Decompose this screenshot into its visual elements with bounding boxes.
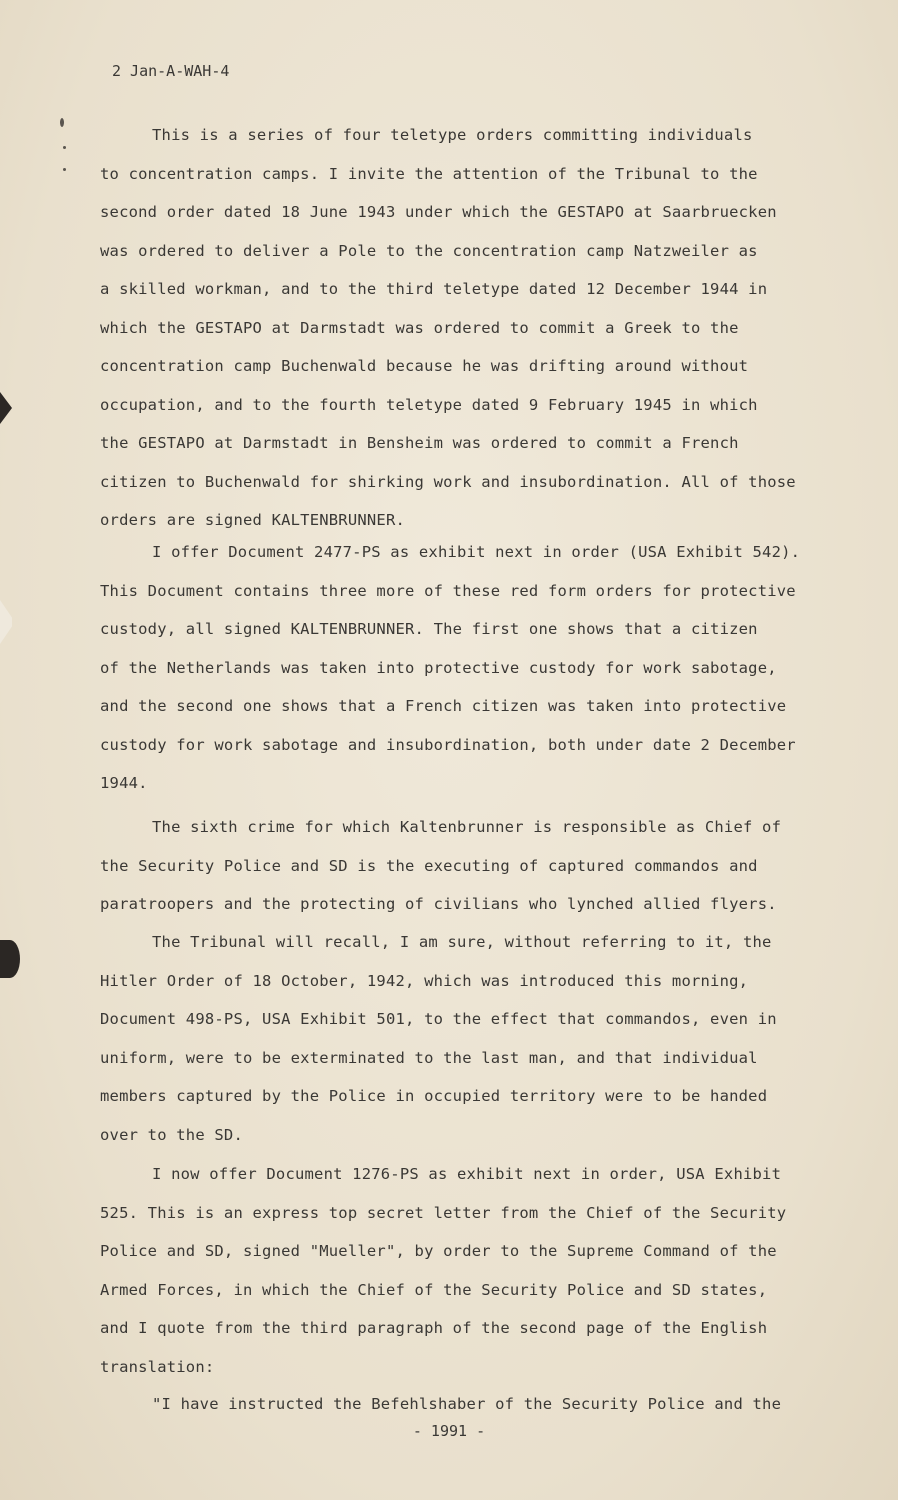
text-line: the GESTAPO at Darmstadt in Bensheim was ordered to commit a French bbox=[100, 434, 739, 452]
text-line: second order dated 18 June 1943 under which the GESTAPO at Saarbruecken bbox=[100, 203, 777, 221]
text-line: and I quote from the third paragraph of the second page of the English bbox=[100, 1319, 768, 1337]
text-line: paratroopers and the protecting of civilians who lynched allied flyers. bbox=[100, 895, 777, 913]
text-line: "I have instructed the Befehlshaber of the Security Police and the bbox=[152, 1395, 782, 1413]
text-line: Armed Forces, in which the Chief of the Security Police and SD states, bbox=[100, 1280, 768, 1299]
text-line: 1944. bbox=[100, 774, 148, 792]
page-number: - 1991 - bbox=[412, 1422, 486, 1440]
paragraph-hitler-order bbox=[100, 923, 840, 1154]
text-line: This Document contains three more of these red form orders for protective bbox=[100, 581, 796, 600]
text-line: Hitler Order of 18 October, 1942, which was introduced this morning, bbox=[100, 971, 749, 990]
paragraph-document-1276 bbox=[100, 1155, 840, 1386]
left-edge-tear-top bbox=[0, 392, 12, 424]
text-line: translation: bbox=[100, 1357, 215, 1376]
text-line: Document 498-PS, USA Exhibit 501, to the effect that commandos, even in bbox=[100, 1010, 777, 1028]
text-line: occupation, and to the fourth teletype dated 9 February 1945 in which bbox=[100, 395, 758, 414]
text-line: of the Netherlands was taken into protective custody for work sabotage, bbox=[100, 658, 777, 677]
text-line: members captured by the Police in occupied territory were to be handed bbox=[100, 1087, 768, 1105]
text-line: which the GESTAPO at Darmstadt was ordered to commit a Greek to the bbox=[100, 318, 739, 337]
text-line: was ordered to deliver a Pole to the concentration camp Natzweiler as bbox=[100, 241, 758, 260]
paragraph-document-2477 bbox=[100, 533, 840, 803]
margin-mark bbox=[63, 146, 66, 149]
text-line: The sixth crime for which Kaltenbrunner is responsible as Chief of bbox=[152, 818, 782, 836]
text-line: over to the SD. bbox=[100, 1125, 243, 1144]
margin-mark bbox=[63, 168, 66, 171]
text-line: citizen to Buchenwald for shirking work and insubordination. All of those bbox=[100, 472, 796, 491]
text-line: I offer Document 2477-PS as exhibit next in order (USA Exhibit 542). bbox=[152, 543, 801, 561]
text-line: The Tribunal will recall, I am sure, without referring to it, the bbox=[152, 933, 772, 951]
text-line: custody for work sabotage and insubordination, both under date 2 December bbox=[100, 735, 796, 754]
text-line: I now offer Document 1276-PS as exhibit next in order, USA Exhibit bbox=[152, 1165, 782, 1183]
text-line: 525. This is an express top secret letter from the Chief of the Security bbox=[100, 1203, 787, 1222]
text-line: the Security Police and SD is the executing of captured commandos and bbox=[100, 856, 758, 875]
text-line: to concentration camps. I invite the attention of the Tribunal to the bbox=[100, 164, 758, 183]
margin-mark bbox=[60, 118, 64, 127]
paragraph-teletype-orders bbox=[100, 116, 840, 540]
text-line: Police and SD, signed "Mueller", by order to the Supreme Command of the bbox=[100, 1242, 777, 1260]
text-line: and the second one shows that a French citizen was taken into protective bbox=[100, 697, 787, 715]
text-line: custody, all signed KALTENBRUNNER. The first one shows that a citizen bbox=[100, 620, 758, 638]
text-line: This is a series of four teletype orders committing individuals bbox=[152, 126, 753, 144]
text-line: uniform, were to be exterminated to the last man, and that individual bbox=[100, 1048, 758, 1067]
paragraph-sixth-crime bbox=[100, 808, 840, 924]
left-edge-tear-bottom bbox=[0, 940, 20, 978]
document-reference: 2 Jan-A-WAH-4 bbox=[112, 62, 230, 80]
text-line: a skilled workman, and to the third teletype dated 12 December 1944 in bbox=[100, 280, 768, 298]
text-line: concentration camp Buchenwald because he was drifting around without bbox=[100, 357, 749, 375]
paragraph-quotation bbox=[100, 1385, 840, 1424]
text-line: orders are signed KALTENBRUNNER. bbox=[100, 511, 406, 529]
left-edge-tear-middle bbox=[0, 600, 12, 644]
